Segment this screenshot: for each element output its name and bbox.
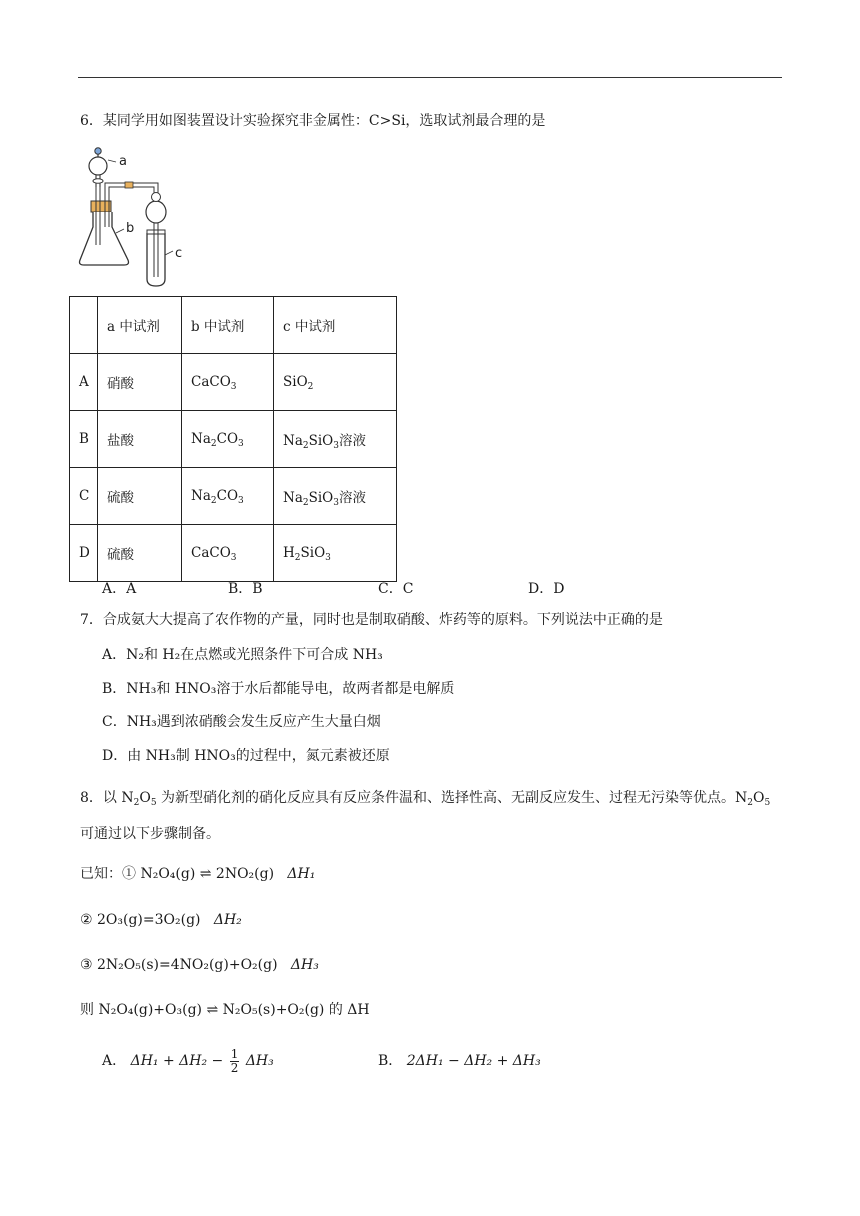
label-c: c: [175, 246, 183, 261]
table-header-cell: [70, 297, 98, 354]
table-row: [70, 354, 397, 411]
q7-option-d: D．由 NH₃制 HNO₃的过程中，氮元素被还原: [102, 748, 390, 764]
q8-known-1: 已知：① N₂O₄(g) ⇌ 2NO₂(g) ΔH₁: [80, 866, 316, 882]
q8-known-3: ③ 2N₂O₅(s)=4NO₂(g)+O₂(g) ΔH₃: [80, 957, 319, 973]
row-key: C: [70, 468, 98, 525]
q6-option-d: D．D: [528, 581, 565, 597]
cell-a: 硫酸: [98, 525, 182, 582]
q8-option-a: A． ΔH₁ + ΔH₂ − $\frac{1}{2}$ ΔH₃: [102, 1046, 274, 1075]
row-key: D: [70, 525, 98, 582]
q7-option-c: C．NH₃遇到浓硝酸会发生反应产生大量白烟: [102, 714, 381, 730]
reagent-table: [69, 296, 397, 582]
cell-a: 盐酸: [98, 411, 182, 468]
label-a: a: [119, 154, 127, 169]
cell-c: SiO$_2$: [274, 354, 397, 411]
cell-b: $Na_2CO_3$: [182, 411, 274, 468]
q8-known-2: ② 2O₃(g)=3O₂(g) ΔH₂: [80, 912, 242, 928]
fraction-one-half: $\frac{1}{2}$: [230, 1046, 239, 1075]
q6-option-c: C．C: [378, 581, 414, 597]
cell-c: $H_2SiO_3$: [274, 525, 397, 582]
q6-stem: 6．某同学用如图装置设计实验探究非金属性：C>Si，选取试剂最合理的是: [80, 113, 546, 129]
header-rule: [78, 77, 782, 78]
cell-a: 硝酸: [98, 354, 182, 411]
table-header-cell: a 中试剂: [98, 297, 182, 354]
table-header-row: [70, 297, 397, 354]
q7-option-b: B．NH₃和 HNO₃溶于水后都能导电，故两者都是电解质: [102, 681, 455, 697]
table-row: [70, 525, 397, 582]
q6-option-a: A．A: [102, 581, 137, 597]
q8-stem-line1: 8．以 $N_2O_5$ 为新型硝化剂的硝化反应具有反应条件温和、选择性高、无副反应发生、过程无污染等优点。$N_2O_5$: [80, 790, 771, 808]
q7-stem: 7．合成氨大大提高了农作物的产量，同时也是制取硝酸、炸药等的原料。下列说法中正确的是: [80, 612, 663, 628]
cell-a: 硫酸: [98, 468, 182, 525]
row-key: B: [70, 411, 98, 468]
table-header-cell: b 中试剂: [182, 297, 274, 354]
table-row: [70, 411, 397, 468]
table-header-cell: c 中试剂: [274, 297, 397, 354]
cell-c: $Na_2SiO_3$溶液: [274, 468, 397, 525]
table-row: [70, 468, 397, 525]
q8-stem-line2: 可通过以下步骤制备。: [80, 826, 220, 842]
q6-option-b: B．B: [228, 581, 263, 597]
row-key: A: [70, 354, 98, 411]
label-b: b: [126, 221, 135, 236]
cell-b: CaCO$_3$: [182, 525, 274, 582]
cell-c: $Na_2SiO_3$溶液: [274, 411, 397, 468]
cell-b: CaCO$_3$: [182, 354, 274, 411]
apparatus-diagram: [76, 145, 196, 290]
q8-ask: 则 N₂O₄(g)+O₃(g) ⇌ N₂O₅(s)+O₂(g) 的 ΔH: [80, 1002, 370, 1018]
q7-option-a: A．N₂和 H₂在点燃或光照条件下可合成 NH₃: [102, 647, 383, 663]
cell-b: $Na_2CO_3$: [182, 468, 274, 525]
q8-option-b: B． 2ΔH₁ − ΔH₂ + ΔH₃: [378, 1053, 541, 1069]
